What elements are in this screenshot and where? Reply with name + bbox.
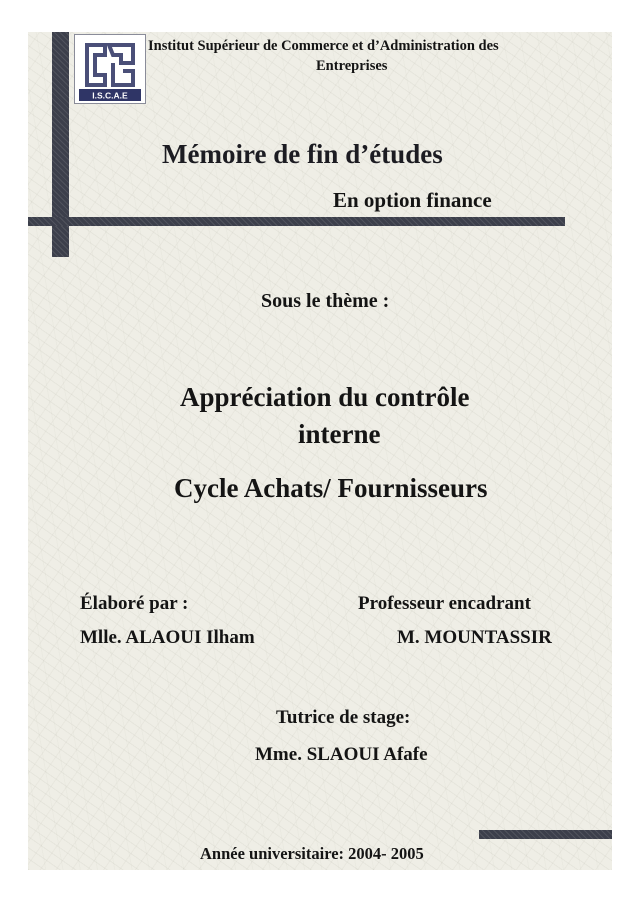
theme-title-line-1: Appréciation du contrôle (180, 382, 470, 412)
theme-subtitle: Cycle Achats/ Fournisseurs (174, 473, 488, 503)
iscae-logo (74, 34, 146, 104)
author-label: Élaboré par : (80, 593, 189, 614)
memoire-title: Mémoire de fin d’études (162, 139, 443, 169)
tutor-label: Tutrice de stage: (276, 707, 411, 728)
theme-title-line-2: interne (298, 419, 381, 449)
svg-text:I.S.C.A.E: I.S.C.A.E (92, 90, 128, 101)
supervisor-name: M. MOUNTASSIR (397, 627, 552, 648)
theme-label: Sous le thème : (261, 290, 390, 312)
institution-name-line-1: Institut Supérieur de Commerce et d’Administration des (148, 38, 499, 54)
iscae-logo-emblem (75, 35, 145, 103)
academic-year: Année universitaire: 2004- 2005 (200, 844, 424, 863)
institution-name-line-2: Entreprises (316, 58, 388, 74)
horizontal-accent-bar-top (28, 217, 565, 226)
supervisor-label: Professeur encadrant (358, 593, 531, 614)
option-label: En option finance (333, 188, 492, 212)
tutor-name: Mme. SLAOUI Afafe (255, 744, 428, 765)
author-name: Mlle. ALAOUI Ilham (80, 627, 255, 648)
horizontal-accent-bar-bottom (479, 830, 612, 839)
